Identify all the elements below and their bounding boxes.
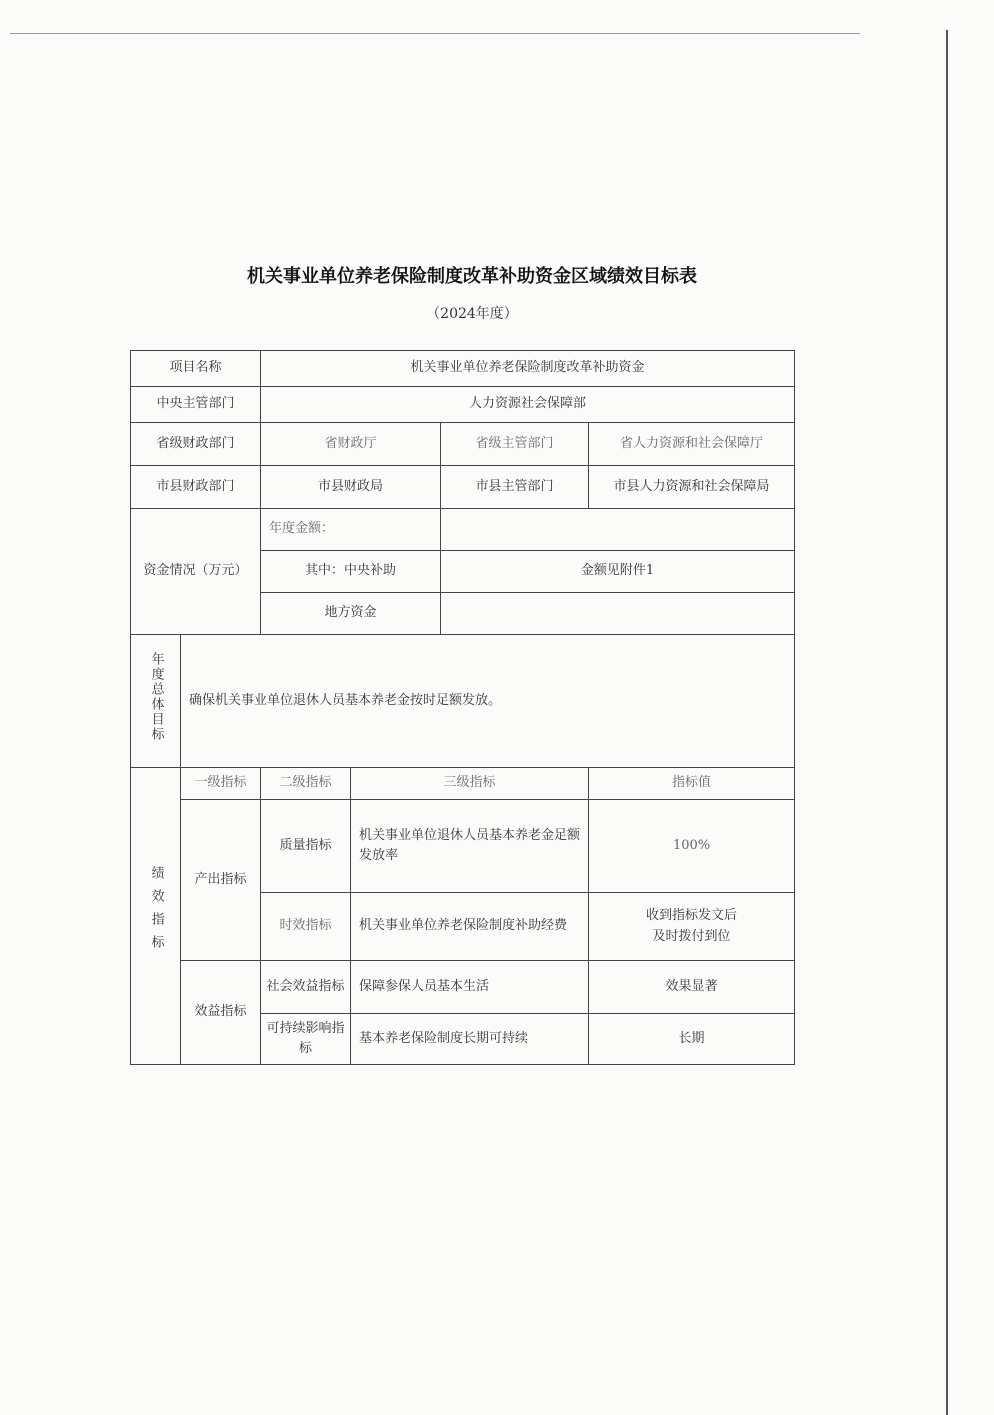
row-central-dept: [131, 387, 795, 423]
central-dept-value: 人力资源社会保障部: [261, 387, 795, 423]
sustain-value: 长期: [589, 1014, 795, 1065]
header-level2: 二级指标: [261, 768, 351, 800]
row-quality-indicator: [131, 800, 795, 893]
row-social-indicator: [131, 961, 795, 1014]
funds-local-label: 地方资金: [261, 593, 441, 635]
city-dept-label: 市县主管部门: [441, 466, 589, 509]
social-value: 效果显著: [589, 961, 795, 1014]
benefit-label: 效益指标: [181, 961, 261, 1065]
quality-indicator: 机关事业单位退休人员基本养老金足额发放率: [351, 800, 589, 893]
goal-label: 年度总体目标: [148, 652, 164, 743]
prov-dept-value: 省人力资源和社会保障厅: [589, 423, 795, 466]
goal-text: 确保机关事业单位退休人员基本养老金按时足额发放。: [181, 635, 795, 768]
row-indicator-headers: [131, 768, 795, 800]
header-level1: 一级指标: [181, 768, 261, 800]
prov-dept-label: 省级主管部门: [441, 423, 589, 466]
header-level3: 三级指标: [351, 768, 589, 800]
sustain-indicator: 基本养老保险制度长期可持续: [351, 1014, 589, 1065]
funds-annual-value: [441, 509, 795, 551]
central-dept-label: 中央主管部门: [131, 387, 261, 423]
row-annual-goal: [131, 635, 795, 768]
row-project-name: [131, 351, 795, 387]
funds-central-label: 其中：中央补助: [261, 551, 441, 593]
header-value: 指标值: [589, 768, 795, 800]
project-name-value: 机关事业单位养老保险制度改革补助资金: [261, 351, 795, 387]
scan-border-right: [946, 30, 948, 1415]
timeliness-indicator: 机关事业单位养老保险制度补助经费: [351, 893, 589, 961]
timeliness-label: 时效指标: [261, 893, 351, 961]
timeliness-value: [589, 893, 795, 961]
row-provincial: [131, 423, 795, 466]
sustain-label: 可持续影响指标: [261, 1014, 351, 1065]
perf-label: 绩效指标: [148, 866, 164, 959]
prov-finance-label: 省级财政部门: [131, 423, 261, 466]
timeliness-value-line2: 及时拨付到位: [652, 928, 731, 944]
social-label: 社会效益指标: [261, 961, 351, 1014]
quality-label: 质量指标: [261, 800, 351, 893]
performance-target-table: [130, 350, 795, 1065]
timeliness-value-line1: 收到指标发文后: [646, 908, 738, 924]
city-dept-value: 市县人力资源和社会保障局: [589, 466, 795, 509]
row-funds-annual: [131, 509, 795, 551]
goal-label-cell: [131, 635, 181, 768]
document-subtitle: （2024年度）: [426, 306, 518, 322]
prov-finance-value: 省财政厅: [261, 423, 441, 466]
output-label: 产出指标: [181, 800, 261, 961]
funds-central-value: 金额见附件1: [441, 551, 795, 593]
funds-label: 资金情况（万元）: [131, 509, 261, 635]
row-city: [131, 466, 795, 509]
funds-local-value: [441, 593, 795, 635]
perf-label-cell: [131, 768, 181, 1065]
city-finance-label: 市县财政部门: [131, 466, 261, 509]
project-name-label: 项目名称: [131, 351, 261, 387]
quality-value: 100%: [589, 800, 795, 893]
scan-border-top: [10, 33, 860, 34]
funds-annual-label: 年度金额：: [261, 509, 441, 551]
city-finance-value: 市县财政局: [261, 466, 441, 509]
document-title: 机关事业单位养老保险制度改革补助资金区域绩效目标表: [247, 266, 697, 287]
social-indicator: 保障参保人员基本生活: [351, 961, 589, 1014]
